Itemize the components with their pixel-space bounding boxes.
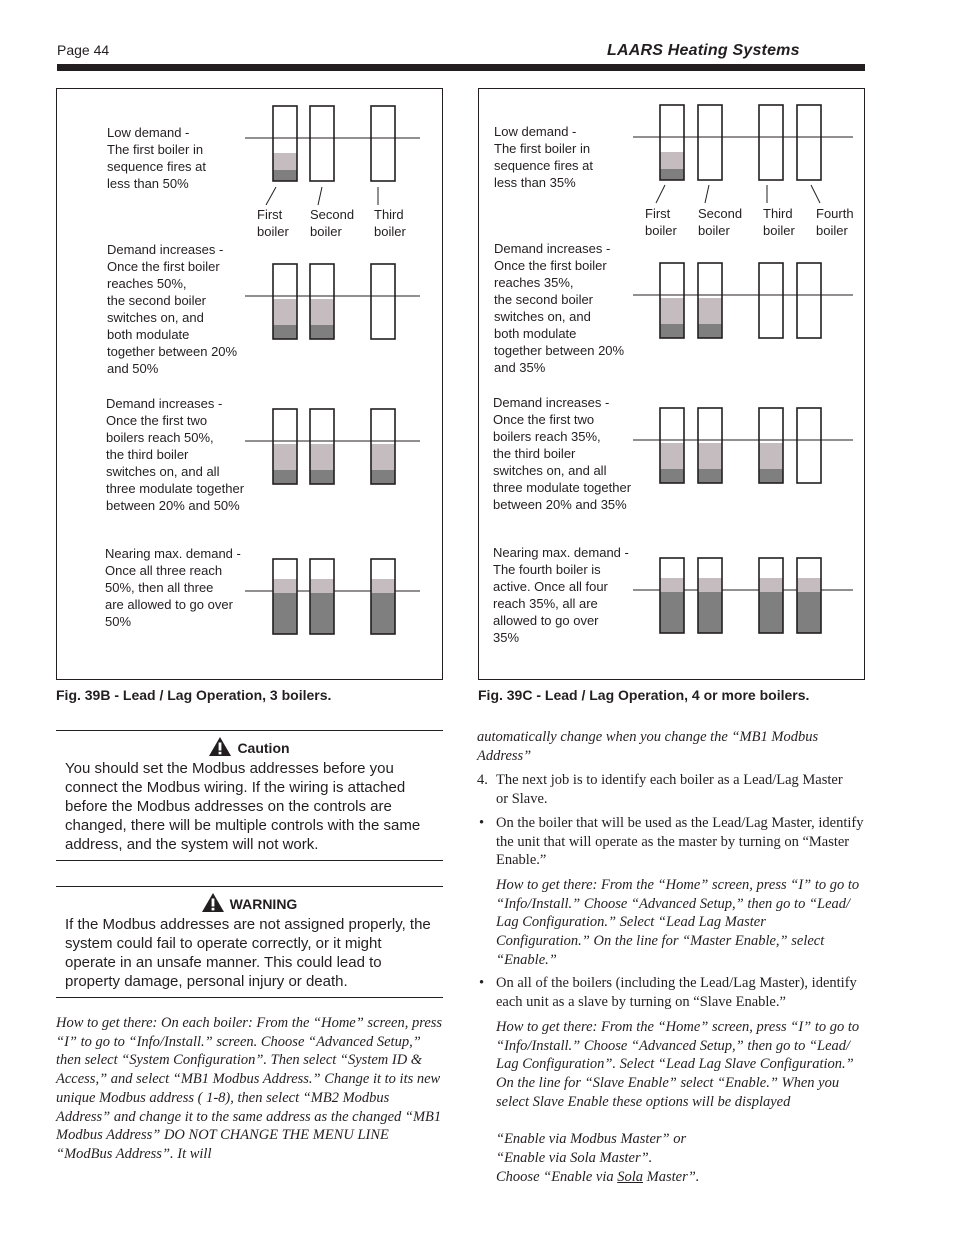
caution-body: You should set the Modbus addresses before you connect the Modbus wiring. If the wiring is attached before the Modbus addresses on the controls are changed, there will be multiple controls with the same address, and the system will not work.	[65, 760, 421, 853]
boiler-fill-dark	[698, 592, 722, 633]
fig-b-label-second: Second boiler	[310, 207, 355, 239]
caution-top-rule	[56, 730, 443, 731]
modbus-howto-text: How to get there: On each boiler: From the “Home” screen, press “I” to go to “Info/Install.” screen. Choose “Advanced Setup,” then select “System Configuration”. Then select “System ID & Access,” and select “MB1 Modbus Address.” Change it to its new unique Modbus address ( 1-8), then select “MB2 Modbus Address” and change it to the same address as the changed “MB1 Modbus Address” DO NOT CHANGE THE MENU LINE “ModBus Address”. It will	[56, 1015, 443, 1162]
boiler-pointer-line	[705, 185, 709, 203]
boiler-fill-light	[698, 578, 722, 592]
boiler-fill-dark	[660, 169, 684, 180]
boiler-fill-light	[660, 443, 684, 469]
bullet-1-text: On the boiler that will be used as the Lead/Lag Master, identify the unit that will operate as the master by turning on “Master Enable.”	[496, 815, 864, 869]
boiler-gauge	[759, 105, 783, 180]
boiler-fill-light	[660, 152, 684, 169]
step-4-text: The next job is to identify each boiler as a Lead/Lag Master or Slave.	[496, 772, 843, 807]
fig-c-label-second: Second boiler	[698, 206, 743, 238]
fig-c-label-fourth: Fourth boiler	[816, 206, 854, 238]
choose-prefix: Choose “Enable via	[496, 1169, 618, 1185]
fig-b-stage-1-text: Low demand - The first boiler in sequence fires at less than 50%	[107, 125, 207, 191]
option-sola-master: “Enable via Sola Master”.	[496, 1150, 653, 1166]
boiler-gauge	[698, 105, 722, 180]
master-howto-text: How to get there: From the “Home” screen, press “I” to go to “Info/Install.” Choose “Advanced Setup,” then go to “Lead/ Lag Configuration.” Select “Lead Lag Master Configuration.” On the line for “Master Enable,” select “Enable.”	[496, 877, 860, 968]
warning-triangle-icon	[209, 737, 231, 761]
fig-b-stage-4-text: Nearing max. demand - Once all three reach 50%, then all three are allowed to go over 50%	[105, 546, 241, 629]
fig-b-label-third: Third boiler	[374, 207, 406, 239]
boiler-pointer-line	[811, 185, 820, 203]
choose-underlined: Sola	[617, 1169, 644, 1185]
boiler-fill-light	[660, 298, 684, 324]
bullet-1-marker: •	[479, 815, 485, 831]
caution-title: Caution	[237, 740, 290, 756]
boiler-fill-light	[698, 443, 722, 469]
warning-top-rule	[56, 886, 443, 887]
warning-body: If the Modbus addresses are not assigned properly, the system could fail to operate correctly, or it might operate in an unsafe manner. This could lead to property damage, personal injury or death.	[65, 916, 431, 990]
warning-title: WARNING	[229, 896, 298, 912]
fig-c-caption: Fig. 39C - Lead / Lag Operation, 4 or more boilers.	[478, 687, 810, 703]
caution-heading	[56, 737, 443, 761]
boiler-fill-light	[660, 578, 684, 592]
warning-heading	[56, 893, 443, 917]
choose-suffix: Master”.	[643, 1169, 700, 1185]
boiler-fill-dark	[660, 469, 684, 483]
boiler-fill-dark	[660, 592, 684, 633]
page-number: Page 44	[57, 42, 110, 58]
fig-c-stage-3-text: Demand increases - Once the first two boilers reach 35%, the third boiler switches on, and all three modulate together between 20% and 35%	[493, 395, 632, 512]
fig-b-caption: Fig. 39B - Lead / Lag Operation, 3 boilers.	[56, 687, 332, 703]
caution-bottom-rule	[56, 860, 443, 861]
boiler-fill-dark	[759, 469, 783, 483]
boiler-fill-light	[797, 578, 821, 592]
continued-text: automatically change when you change the “MB1 Modbus Address”	[477, 729, 819, 764]
boiler-fill-dark	[698, 469, 722, 483]
fig-b-stage-2-text: Demand increases - Once the first boiler reaches 50%, the second boiler switches on, and both modulate together between 20% and 50%	[107, 242, 238, 376]
fig-c-stage-1-text: Low demand - The first boiler in sequence fires at less than 35%	[494, 124, 594, 190]
boiler-fill-dark	[660, 324, 684, 338]
boiler-gauge	[797, 408, 821, 483]
bullet-2-marker: •	[479, 975, 485, 991]
boiler-fill-dark	[759, 592, 783, 633]
fig-b-stage-3-text: Demand increases - Once the first two boilers reach 50%, the third boiler switches on, and all three modulate together between 20% and 50%	[106, 396, 245, 513]
boiler-fill-light	[698, 298, 722, 324]
brand-title: LAARS Heating Systems	[607, 42, 800, 59]
warning-bottom-rule	[56, 997, 443, 998]
fig-b-label-first: First boiler	[257, 207, 289, 239]
boiler-gauge	[759, 263, 783, 338]
boiler-gauge	[797, 105, 821, 180]
fig-c-label-third: Third boiler	[763, 206, 795, 238]
option-modbus-master: “Enable via Modbus Master” or	[496, 1131, 687, 1147]
step-4-number: 4.	[477, 772, 488, 788]
fig-c-label-first: First boiler	[645, 206, 677, 238]
boiler-pointer-line	[656, 185, 665, 203]
slave-howto-text: How to get there: From the “Home” screen, press “I” to go to “Info/Install.” Choose “Advanced Setup,” then go to “Lead/ Lag Configuration”. Select “Lead Lag Slave Configuration.” On the line for “Slave Enable” select “Enable.” When you select Slave Enable these options will be displayed	[496, 1019, 860, 1110]
boiler-fill-light	[759, 578, 783, 592]
boiler-gauge	[797, 263, 821, 338]
boiler-fill-light	[759, 443, 783, 469]
boiler-fill-dark	[797, 592, 821, 633]
fig-c-stage-4-text: Nearing max. demand - The fourth boiler is active. Once all four reach 35%, all are allowed to go over 35%	[493, 545, 629, 645]
choose-instruction	[496, 1168, 699, 1187]
bullet-2-text: On all of the boilers (including the Lead/Lag Master), identify each unit as a slave by turning on “Slave Enable.”	[496, 975, 857, 1010]
fig-c-stage-2-text: Demand increases - Once the first boiler reaches 35%, the second boiler switches on, and both modulate together between 20% and 35%	[494, 241, 625, 375]
boiler-fill-dark	[698, 324, 722, 338]
warning-triangle-icon	[202, 893, 224, 917]
